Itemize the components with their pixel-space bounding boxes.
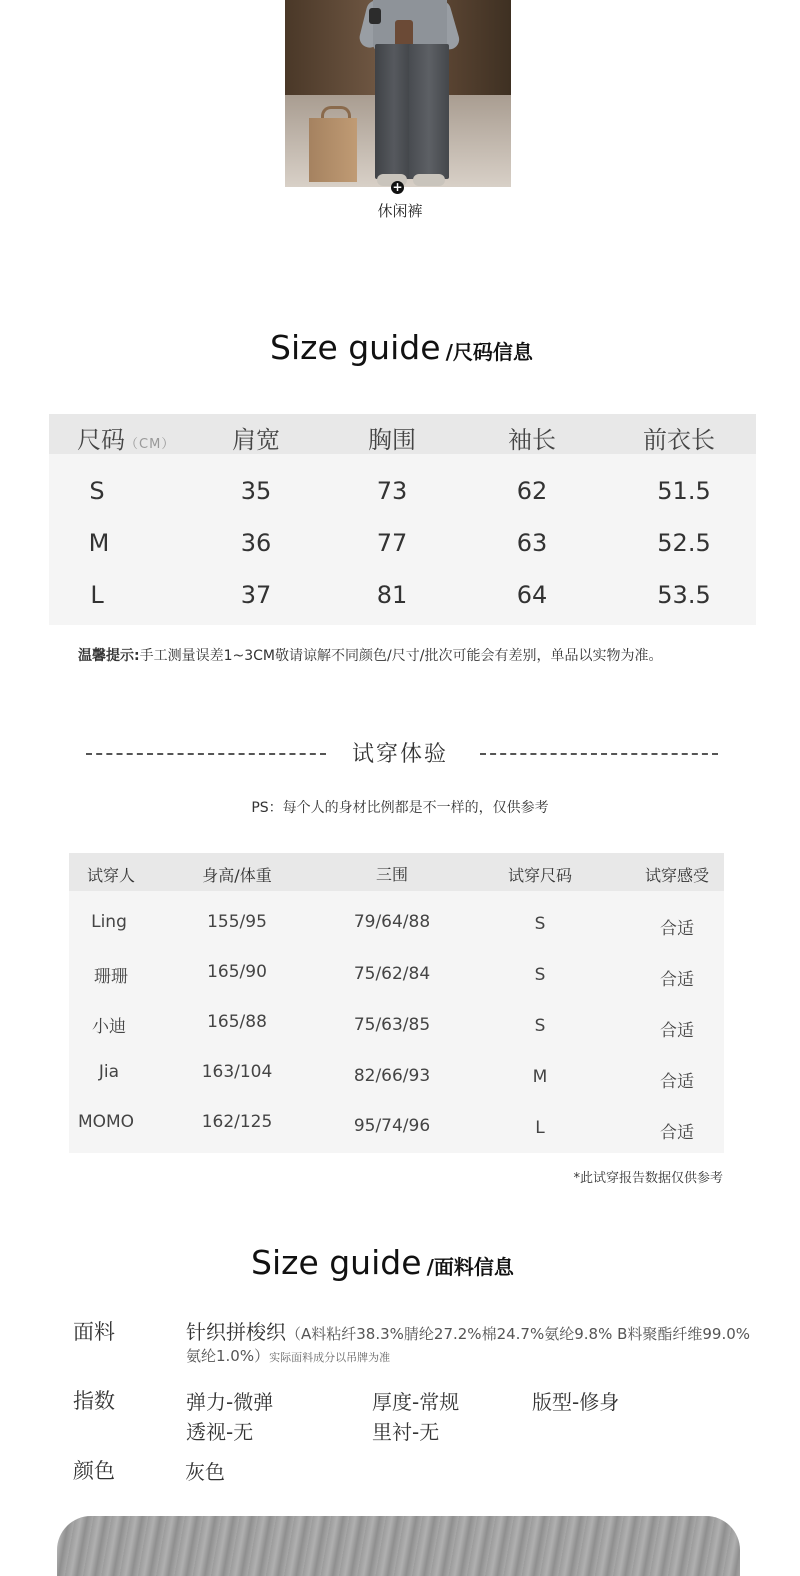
size-header-size-label: 尺码: [77, 426, 125, 454]
color-label: 颜色: [73, 1459, 115, 1483]
measurement-tip: [78, 645, 662, 665]
tryon-row-3-feel: 合适: [660, 1021, 694, 1041]
photo-shopping-bag: [309, 118, 357, 182]
tryon-footnote: *此试穿报告数据仅供参考: [573, 1171, 723, 1186]
color-value: 灰色: [185, 1460, 225, 1484]
size-row-m-length: 52.5: [657, 529, 711, 557]
material-main: 针织拼梭织: [186, 1320, 286, 1344]
photo-trouser-right: [409, 44, 449, 179]
tryon-row-4-size: M: [532, 1067, 548, 1087]
size-row-s-length: 51.5: [657, 477, 711, 505]
tryon-row-4-height-weight: 163/104: [201, 1062, 273, 1082]
tryon-row-3-size: S: [534, 1016, 546, 1036]
product-image[interactable]: [285, 0, 511, 187]
size-row-m-shoulder: 36: [240, 529, 272, 557]
tryon-row-2-height-weight: 165/90: [207, 962, 267, 982]
tryon-row-3-measurements: 75/63/85: [353, 1015, 431, 1035]
index-lining: 里衬-无: [372, 1420, 440, 1444]
material-detail-line1: （A料粘纤38.3%腈纶27.2%棉24.7%氨纶9.8% B料聚酯纤维99.0%: [286, 1325, 751, 1343]
tryon-header-person: 试穿人: [86, 866, 135, 885]
tryon-header-measurements: 三围: [375, 865, 408, 884]
divider-left: [86, 753, 326, 755]
divider-right: [480, 753, 718, 755]
size-row-l-length: 53.5: [657, 581, 711, 609]
size-row-s-shoulder: 35: [240, 477, 272, 505]
size-header-size: [77, 420, 175, 455]
size-header-sleeve: 袖长: [508, 426, 556, 454]
size-guide-heading: [270, 328, 533, 367]
fabric-title: Size guide: [251, 1243, 422, 1282]
material-value: [186, 1316, 750, 1345]
tryon-row-2-person: 珊珊: [94, 967, 128, 987]
tryon-row-1-measurements: 79/64/88: [353, 912, 431, 932]
tryon-row-2-measurements: 75/62/84: [353, 964, 431, 984]
size-header-chest: 胸围: [368, 426, 416, 454]
tryon-ps-note: PS：每个人的身材比例都是不一样的，仅供参考: [251, 800, 549, 816]
photo-shoe-right: [413, 174, 445, 186]
size-row-l-size: L: [90, 581, 104, 609]
tryon-header-height-weight: 身高/体重: [202, 866, 272, 885]
tryon-row-2-feel: 合适: [660, 970, 694, 990]
tryon-row-5-height-weight: 162/125: [201, 1112, 273, 1132]
size-row-l-shoulder: 37: [240, 581, 272, 609]
fabric-subtitle: /面料信息: [426, 1255, 514, 1279]
tryon-row-5-feel: 合适: [660, 1123, 694, 1143]
index-fit: 版型-修身: [532, 1390, 620, 1414]
size-row-l-chest: 81: [376, 581, 408, 609]
tryon-row-5-measurements: 95/74/96: [353, 1116, 431, 1136]
photo-trouser-left: [375, 44, 413, 179]
size-row-l-sleeve: 64: [516, 581, 548, 609]
tryon-header-size: 试穿尺码: [507, 866, 572, 885]
tryon-row-5-person: MOMO: [77, 1112, 135, 1132]
tryon-row-4-measurements: 82/66/93: [353, 1066, 431, 1086]
material-detail-line2: 氨纶1.0%）: [186, 1347, 270, 1365]
tryon-title: 试穿体验: [351, 742, 448, 767]
size-header-shoulder: 肩宽: [232, 426, 280, 454]
size-guide-title: Size guide: [270, 328, 441, 367]
tryon-row-4-person: Jia: [98, 1062, 120, 1082]
size-row-s-sleeve: 62: [516, 477, 548, 505]
size-table: [49, 414, 756, 625]
material-value-line2: [186, 1342, 390, 1366]
tryon-row-4-feel: 合适: [660, 1072, 694, 1092]
index-label: 指数: [73, 1389, 115, 1413]
index-elasticity: 弹力-微弹: [186, 1390, 274, 1414]
add-plus-icon[interactable]: +: [392, 180, 403, 194]
tryon-header-feel: 试穿感受: [644, 866, 709, 885]
size-row-m-chest: 77: [376, 529, 408, 557]
tryon-row-1-height-weight: 155/95: [207, 912, 267, 932]
size-row-s-size: S: [89, 477, 105, 505]
size-header-length: 前衣长: [643, 426, 715, 454]
size-row-m-sleeve: 63: [516, 529, 548, 557]
tryon-row-1-person: Ling: [91, 912, 127, 932]
size-guide-subtitle: /尺码信息: [445, 340, 533, 364]
material-label: 面料: [73, 1320, 115, 1344]
tryon-row-3-height-weight: 165/88: [207, 1012, 267, 1032]
fabric-swatch-image: [57, 1516, 740, 1576]
product-caption: 休闲裤: [377, 202, 423, 220]
tryon-row-1-feel: 合适: [660, 919, 694, 939]
size-row-m-size: M: [88, 529, 110, 557]
index-transparency: 透视-无: [186, 1420, 254, 1444]
tip-text: 手工测量误差1~3CM敬请谅解不同颜色/尺寸/批次可能会有差别，单品以实物为准。: [139, 648, 663, 664]
material-disclaimer: 实际面料成分以吊牌为准: [269, 1351, 391, 1364]
size-unit-label: （CM）: [125, 437, 176, 452]
tryon-row-1-size: S: [534, 914, 546, 934]
tip-label: 温馨提示:: [78, 648, 140, 664]
tryon-row-2-size: S: [534, 965, 546, 985]
tryon-table: [69, 853, 724, 1153]
size-row-s-chest: 73: [376, 477, 408, 505]
photo-cup: [369, 8, 381, 24]
tryon-row-5-size: L: [535, 1118, 545, 1138]
fabric-heading: [251, 1243, 514, 1282]
index-thickness: 厚度-常规: [372, 1390, 460, 1414]
tryon-row-3-person: 小迪: [92, 1017, 126, 1037]
